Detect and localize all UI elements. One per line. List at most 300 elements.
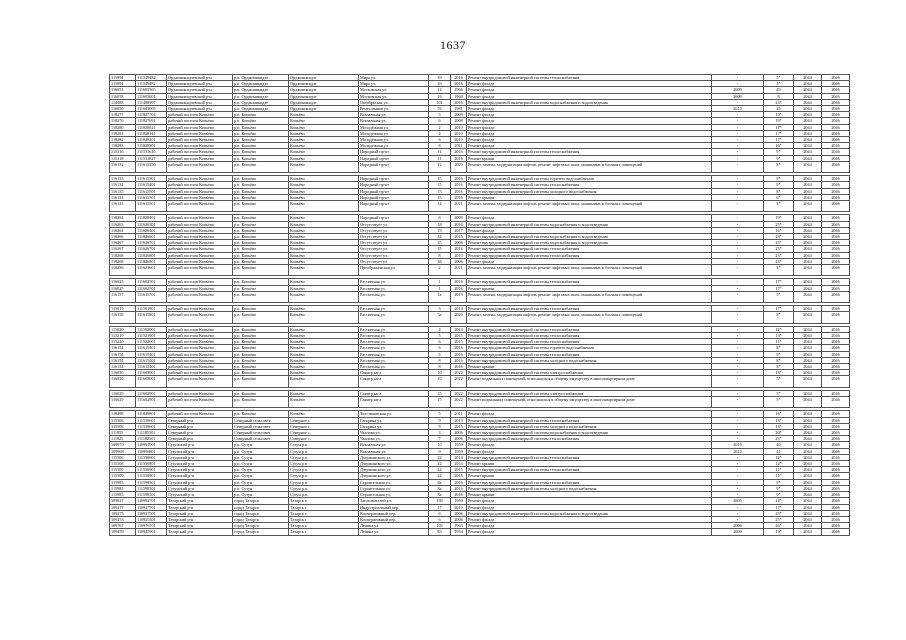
year-cell: 2014 (451, 326, 467, 332)
value-cell: 9* (764, 176, 794, 182)
value-cell: 9* (764, 492, 794, 498)
row-id-cell: 115506 (110, 417, 136, 423)
start-year-cell: 2044 (794, 291, 822, 302)
object-code-cell: 110927501 (136, 510, 167, 516)
municipality-cell: р.п. Копьёво (233, 258, 289, 264)
object-code-cell: 111502001 (136, 326, 167, 332)
work-type-cell: Ремонт внутридомовой инженерной системы водоснабжения и водоотведения (467, 510, 712, 516)
end-year-cell: 2046 (822, 285, 850, 291)
year-cell: 2016 (451, 99, 467, 105)
house-number-cell: 6 (429, 118, 451, 124)
row-id-cell: 118280 (110, 124, 136, 130)
cost-cell: - (712, 176, 764, 182)
year-cell: 2014 (451, 306, 467, 312)
house-number-cell: 6 (429, 351, 451, 357)
cost-cell: 2609 (712, 93, 764, 99)
year-cell: 2016 (451, 188, 467, 194)
district-cell: рабочий поселок Копьёво (167, 357, 233, 363)
house-number-cell: 17 (429, 504, 451, 510)
start-year-cell: 2044 (794, 364, 822, 370)
settlement-cell: Северное с. (289, 436, 359, 442)
cost-cell: - (712, 461, 764, 467)
work-type-cell: Ремонт фасада (467, 529, 712, 535)
start-year-cell: 2044 (794, 112, 822, 118)
house-number-cell: 19 (429, 227, 451, 233)
settlement-cell: Татарск г. (289, 498, 359, 504)
house-number-cell: 2 (429, 124, 451, 130)
table-row (110, 265, 850, 276)
end-year-cell: 2046 (822, 390, 850, 396)
object-code-cell: 111550601 (136, 417, 167, 423)
settlement-cell: Копьёво (289, 246, 359, 252)
object-code-cell: 111605601 (136, 93, 167, 99)
work-type-cell: Ремонт фасада (467, 81, 712, 87)
municipality-cell: р.п. Сузун (233, 479, 289, 485)
cost-cell: 2605 (712, 498, 764, 504)
district-cell: рабочий поселок Копьёво (167, 182, 233, 188)
settlement-cell: Копьёво (289, 176, 359, 182)
district-cell: рабочий поселок Копьёво (167, 240, 233, 246)
end-year-cell: 2046 (822, 370, 850, 376)
value-cell: 9* (764, 182, 794, 188)
municipality-cell: город Татарск (233, 510, 289, 516)
end-year-cell: 2046 (822, 376, 850, 387)
object-code-cell: 111613301 (136, 176, 167, 182)
house-number-cell: 15 (429, 176, 451, 182)
work-type-cell: Ремонт, замена, модернизация лифтов, ремонт лифтовых шахт, машинных и блочных помещений (467, 291, 712, 302)
repair-schedule-table (109, 74, 850, 536)
municipality-cell: р.п. Копьёво (233, 285, 289, 291)
end-year-cell: 2046 (822, 176, 850, 182)
end-year-cell: 2046 (822, 112, 850, 118)
house-number-cell: 8 (429, 357, 451, 363)
cost-cell: - (712, 306, 764, 312)
start-year-cell: 2044 (794, 430, 822, 436)
house-number-cell: 3 (429, 112, 451, 118)
work-type-cell: Ремонт внутридомовой инженерной системы электроснабжения (467, 370, 712, 376)
street-cell: Отсутствует ул. (359, 227, 429, 233)
work-type-cell: Ремонт фасада (467, 227, 712, 233)
house-number-cell: 14 (429, 201, 451, 212)
street-cell: Рассветная ул. (359, 364, 429, 370)
district-cell: рабочий поселок Копьёво (167, 265, 233, 276)
street-cell: Дзержинского ул. (359, 473, 429, 479)
municipality-cell: р.п. Копьёво (233, 397, 289, 408)
year-cell: 2010 (451, 130, 467, 136)
house-number-cell: 6 (429, 345, 451, 351)
cost-cell: - (712, 240, 764, 246)
municipality-cell: р.п. Сузун (233, 473, 289, 479)
house-number-cell: 9 (429, 423, 451, 429)
year-cell: 2014 (451, 454, 467, 460)
street-cell: Строительная ул. (359, 485, 429, 491)
street-cell: Преображенская ул. (359, 265, 429, 276)
end-year-cell: 2046 (822, 364, 850, 370)
end-year-cell: 2046 (822, 397, 850, 408)
object-code-cell: 111602901 (136, 390, 167, 396)
value-cell: 23* (764, 436, 794, 442)
cost-cell: - (712, 227, 764, 233)
start-year-cell: 2044 (794, 312, 822, 323)
start-year-cell: 2044 (794, 390, 822, 396)
work-type-cell: Ремонт подвальных помещений, относящихся к общему имуществу в многоквартирном доме (467, 376, 712, 387)
row-id-cell: 109277 (110, 504, 136, 510)
row-id-cell: 116263 (110, 221, 136, 227)
start-year-cell: 2044 (794, 176, 822, 182)
value-cell: 49 (764, 87, 794, 93)
municipality-cell: р.п. Копьёво (233, 130, 289, 136)
start-year-cell: 2044 (794, 339, 822, 345)
value-cell: 9* (764, 155, 794, 161)
object-code-cell: 111521901 (136, 333, 167, 339)
year-cell: 2016 (451, 221, 467, 227)
work-type-cell: Ремонт крыши (467, 461, 712, 467)
value-cell: 25* (764, 221, 794, 227)
house-number-cell: 1 (429, 285, 451, 291)
start-year-cell: 2044 (794, 417, 822, 423)
street-cell: Народный пр-кт (359, 188, 429, 194)
value-cell: 25* (764, 246, 794, 252)
settlement-cell: Копьёво (289, 258, 359, 264)
work-type-cell: Ремонт, замена, модернизация лифтов, ремонт лифтовых шахт, машинных и блочных помещений (467, 312, 712, 323)
cost-cell: - (712, 430, 764, 436)
value-cell: 13* (764, 370, 794, 376)
settlement-cell: Копьёво (289, 227, 359, 233)
start-year-cell: 2044 (794, 155, 822, 161)
row-id-cell: 115985 (110, 492, 136, 498)
municipality-cell: р.п. Копьёво (233, 227, 289, 233)
municipality-cell: р.п. Сузун (233, 467, 289, 473)
house-number-cell: 13 (429, 188, 451, 194)
value-cell: 9* (764, 479, 794, 485)
work-type-cell: Ремонт фасада (467, 143, 712, 149)
house-number-cell: 103 (429, 523, 451, 529)
start-year-cell: 2044 (794, 345, 822, 351)
municipality-cell: Северный сельсовет (233, 430, 289, 436)
value-cell: 19* (764, 112, 794, 118)
value-cell: 3* (764, 390, 794, 396)
work-type-cell: Ремонт, замена, модернизация лифтов, ремонт лифтовых шахт, машинных и блочных помещений (467, 161, 712, 172)
street-cell: Кооперативный пер. (359, 510, 429, 516)
street-cell: Вокзальная ул. (359, 442, 429, 448)
work-type-cell: Ремонт внутридомовой инженерной системы горячего водоснабжения (467, 176, 712, 182)
start-year-cell: 2044 (794, 240, 822, 246)
cost-cell: - (712, 516, 764, 522)
house-number-cell: 6 (429, 215, 451, 221)
value-cell: 25 (764, 106, 794, 112)
work-type-cell: Ремонт фасада (467, 87, 712, 93)
street-cell: Народный пр-кт (359, 194, 429, 200)
street-cell: Вокзальная ул. (359, 118, 429, 124)
district-cell: рабочий поселок Копьёво (167, 339, 233, 345)
object-code-cell: 111182501 (136, 436, 167, 442)
municipality-cell: р.п. Копьёво (233, 221, 289, 227)
start-year-cell: 2044 (794, 234, 822, 240)
district-cell: рабочий поселок Копьёво (167, 279, 233, 285)
value-cell: 12* (764, 326, 794, 332)
start-year-cell: 2044 (794, 498, 822, 504)
end-year-cell: 2046 (822, 201, 850, 212)
year-cell: 2015 (451, 473, 467, 479)
object-code-cell: 111549482 (136, 81, 167, 87)
work-type-cell: Ремонт внутридомовой инженерной системы электроснабжения (467, 390, 712, 396)
start-year-cell: 2044 (794, 137, 822, 143)
object-code-cell: 111531616 (136, 149, 167, 155)
cost-cell: 2606 (712, 523, 764, 529)
start-year-cell: 2044 (794, 492, 822, 498)
object-code-cell: 110976701 (136, 523, 167, 529)
settlement-cell: Копьёво (289, 351, 359, 357)
house-number-cell: 24 (429, 473, 451, 479)
work-type-cell: Ремонт внутридомовой инженерной системы теплоснабжения (467, 75, 712, 81)
cost-cell: - (712, 81, 764, 87)
object-code-cell: 111828801 (136, 411, 167, 417)
work-type-cell: Ремонт фасада (467, 504, 712, 510)
house-number-cell: 12 (429, 161, 451, 172)
house-number-cell: 9 (429, 448, 451, 454)
start-year-cell: 2044 (794, 258, 822, 264)
year-cell: 2016 (451, 182, 467, 188)
row-id-cell: 115985 (110, 485, 136, 491)
start-year-cell: 2044 (794, 454, 822, 460)
row-id-cell: 118288 (110, 411, 136, 417)
year-cell: 2016 (451, 75, 467, 81)
settlement-cell: Копьёво (289, 161, 359, 172)
year-cell: 2009 (451, 215, 467, 221)
year-cell: 2016 (451, 357, 467, 363)
object-code-cell: 111603001 (136, 376, 167, 387)
end-year-cell: 2046 (822, 339, 850, 345)
district-cell: Орджоникидзевский р-н (167, 106, 233, 112)
municipality-cell: р.п. Копьёво (233, 188, 289, 194)
settlement-cell: Северное с. (289, 417, 359, 423)
district-cell: Орджоникидзевский р-н (167, 75, 233, 81)
object-code-cell: 111602501 (136, 285, 167, 291)
municipality-cell: Северный сельсовет (233, 417, 289, 423)
work-type-cell: Ремонт внутридомовой инженерной системы теплоснабжения (467, 279, 712, 285)
work-type-cell: Ремонт внутридомовой инженерной системы водоснабжения и водоотведения (467, 240, 712, 246)
year-cell: 2015 (451, 333, 467, 339)
municipality-cell: р.п. Копьёво (233, 246, 289, 252)
value-cell: 8* (764, 188, 794, 194)
settlement-cell: Копьёво (289, 221, 359, 227)
object-code-cell: 111531827 (136, 155, 167, 161)
cost-cell: - (712, 291, 764, 302)
row-id-cell: 109767 (110, 523, 136, 529)
start-year-cell: 2044 (794, 411, 822, 417)
row-id-cell: 116135 (110, 201, 136, 212)
district-cell: рабочий поселок Копьёво (167, 411, 233, 417)
row-id-cell: 116058 (110, 93, 136, 99)
object-code-cell: 111828201 (136, 137, 167, 143)
street-cell: Толстиковская ул. (359, 411, 429, 417)
street-cell: Московская ул. (359, 87, 429, 93)
house-number-cell: 6 (429, 510, 451, 516)
object-code-cell: 111613501 (136, 201, 167, 212)
start-year-cell: 2044 (794, 182, 822, 188)
value-cell: 16* (764, 411, 794, 417)
house-number-cell: 24 (429, 467, 451, 473)
district-cell: рабочий поселок Копьёво (167, 130, 233, 136)
value-cell: 8* (764, 345, 794, 351)
year-cell: 1981 (451, 106, 467, 112)
value-cell: 5* (764, 397, 794, 408)
year-cell: 2015 (451, 234, 467, 240)
street-cell: Народный пр-кт (359, 182, 429, 188)
year-cell: 2015 (451, 467, 467, 473)
cost-cell: - (712, 201, 764, 212)
district-cell: рабочий поселок Копьёво (167, 221, 233, 227)
house-number-cell: 10 (429, 442, 451, 448)
house-number-cell: 14 (429, 87, 451, 93)
value-cell: 3* (764, 201, 794, 212)
district-cell: рабочий поселок Копьёво (167, 258, 233, 264)
district-cell: рабочий поселок Копьёво (167, 118, 233, 124)
street-cell: Строительная ул. (359, 492, 429, 498)
value-cell: 3* (764, 265, 794, 276)
settlement-cell: Копьёво (289, 376, 359, 387)
district-cell: Сузунский р-н (167, 454, 233, 460)
settlement-cell: Татарск г. (289, 516, 359, 522)
work-type-cell: Ремонт внутридомовой инженерной системы теплоснабжения (467, 467, 712, 473)
object-code-cell: 111550901 (136, 473, 167, 479)
start-year-cell: 2044 (794, 357, 822, 363)
year-cell: 2016 (451, 81, 467, 87)
house-number-cell: 6 (429, 137, 451, 143)
street-cell: Строительная ул. (359, 479, 429, 485)
value-cell: 17* (764, 124, 794, 130)
end-year-cell: 2046 (822, 306, 850, 312)
street-cell: Рассветная ул. (359, 312, 429, 323)
settlement-cell: Копьёво (289, 357, 359, 363)
value-cell: 8* (764, 161, 794, 172)
row-id-cell: 109970 (110, 442, 136, 448)
object-code-cell: 111615701 (136, 291, 167, 302)
object-code-cell: 111826801 (136, 258, 167, 264)
settlement-cell: Копьёво (289, 364, 359, 370)
row-id-cell: 116154 (110, 364, 136, 370)
settlement-cell: Орджоникидзе (289, 87, 359, 93)
year-cell: 2010 (451, 137, 467, 143)
house-number-cell: 6 (429, 339, 451, 345)
house-number-cell: 35 (429, 246, 451, 252)
cost-cell: - (712, 436, 764, 442)
municipality-cell: р.п. Копьёво (233, 149, 289, 155)
start-year-cell: 2044 (794, 473, 822, 479)
street-cell: Народный пр-кт (359, 201, 429, 212)
work-type-cell: Ремонт фасада (467, 258, 712, 264)
year-cell: 2016 (451, 492, 467, 498)
municipality-cell: р.п. Копьёво (233, 201, 289, 212)
street-cell: Саянтр кв-л (359, 397, 429, 408)
start-year-cell: 2044 (794, 423, 822, 429)
row-id-cell: 118284 (110, 215, 136, 221)
district-cell: рабочий поселок Копьёво (167, 351, 233, 357)
street-cell: Рассветная ул. (359, 357, 429, 363)
end-year-cell: 2046 (822, 448, 850, 454)
row-id-cell: 116055 (110, 87, 136, 93)
settlement-cell: Копьёво (289, 188, 359, 194)
street-cell: Мира ул. (359, 81, 429, 87)
settlement-cell: Татарск г. (289, 523, 359, 529)
municipality-cell: город Татарск (233, 523, 289, 529)
district-cell: Северный р-н (167, 423, 233, 429)
value-cell: 13* (764, 417, 794, 423)
street-cell: Рассветная ул. (359, 306, 429, 312)
year-cell: 1960 (451, 93, 467, 99)
start-year-cell: 2044 (794, 81, 822, 87)
start-year-cell: 2044 (794, 461, 822, 467)
cost-cell: - (712, 252, 764, 258)
street-cell: Молодёжная ул. (359, 130, 429, 136)
object-code-cell: 111826601 (136, 234, 167, 240)
municipality-cell: р.п. Копьёво (233, 240, 289, 246)
settlement-cell: Копьёво (289, 411, 359, 417)
settlement-cell: Северное с. (289, 423, 359, 429)
end-year-cell: 2046 (822, 194, 850, 200)
value-cell: 9* (764, 351, 794, 357)
object-code-cell: 111615401 (136, 351, 167, 357)
year-cell: 1954 (451, 529, 467, 535)
settlement-cell: Сузун р.п. (289, 448, 359, 454)
value-cell: 8* (764, 364, 794, 370)
row-id-cell: 116134 (110, 182, 136, 188)
value-cell: 25* (764, 240, 794, 246)
municipality-cell: р.п. Копьёво (233, 312, 289, 323)
street-cell: Гагарина ул. (359, 417, 429, 423)
municipality-cell: р.п. Копьёво (233, 137, 289, 143)
value-cell: 19* (764, 215, 794, 221)
district-cell: рабочий поселок Копьёво (167, 143, 233, 149)
municipality-cell: р.п. Копьёво (233, 357, 289, 363)
end-year-cell: 2046 (822, 149, 850, 155)
house-number-cell: 15 (429, 182, 451, 188)
year-cell: 2006 (451, 240, 467, 246)
settlement-cell: Копьёво (289, 397, 359, 408)
end-year-cell: 2046 (822, 479, 850, 485)
cost-cell: - (712, 326, 764, 332)
house-number-cell: 8 (429, 143, 451, 149)
district-cell: рабочий поселок Копьёво (167, 188, 233, 194)
start-year-cell: 2044 (794, 106, 822, 112)
settlement-cell: Копьёво (289, 265, 359, 276)
object-code-cell: 111827704 (136, 112, 167, 118)
value-cell: 23* (764, 99, 794, 105)
year-cell: 2016 (451, 351, 467, 357)
start-year-cell: 2044 (794, 246, 822, 252)
district-cell: Татарский р-н (167, 504, 233, 510)
settlement-cell: Татарск г. (289, 510, 359, 516)
settlement-cell: Орджоникидзе (289, 75, 359, 81)
settlement-cell: Сузун р.п. (289, 473, 359, 479)
work-type-cell: Ремонт внутридомовой инженерной системы холодного водоснабжения (467, 357, 712, 363)
house-number-cell: 138 (429, 498, 451, 504)
district-cell: Сузунский р-н (167, 448, 233, 454)
object-code-cell: 111602901 (136, 397, 167, 408)
house-number-cell: 39 (429, 75, 451, 81)
district-cell: Татарский р-н (167, 516, 233, 522)
row-id-cell: 111855 (110, 430, 136, 436)
municipality-cell: р.п. Копьёво (233, 306, 289, 312)
house-number-cell: 76 (429, 106, 451, 112)
object-code-cell: 111615401 (136, 357, 167, 363)
municipality-cell: р.п. Копьёво (233, 176, 289, 182)
year-cell: 2022 (451, 390, 467, 396)
end-year-cell: 2046 (822, 234, 850, 240)
row-id-cell: 116135 (110, 188, 136, 194)
work-type-cell: Ремонт фасада (467, 448, 712, 454)
district-cell: Татарский р-н (167, 523, 233, 529)
